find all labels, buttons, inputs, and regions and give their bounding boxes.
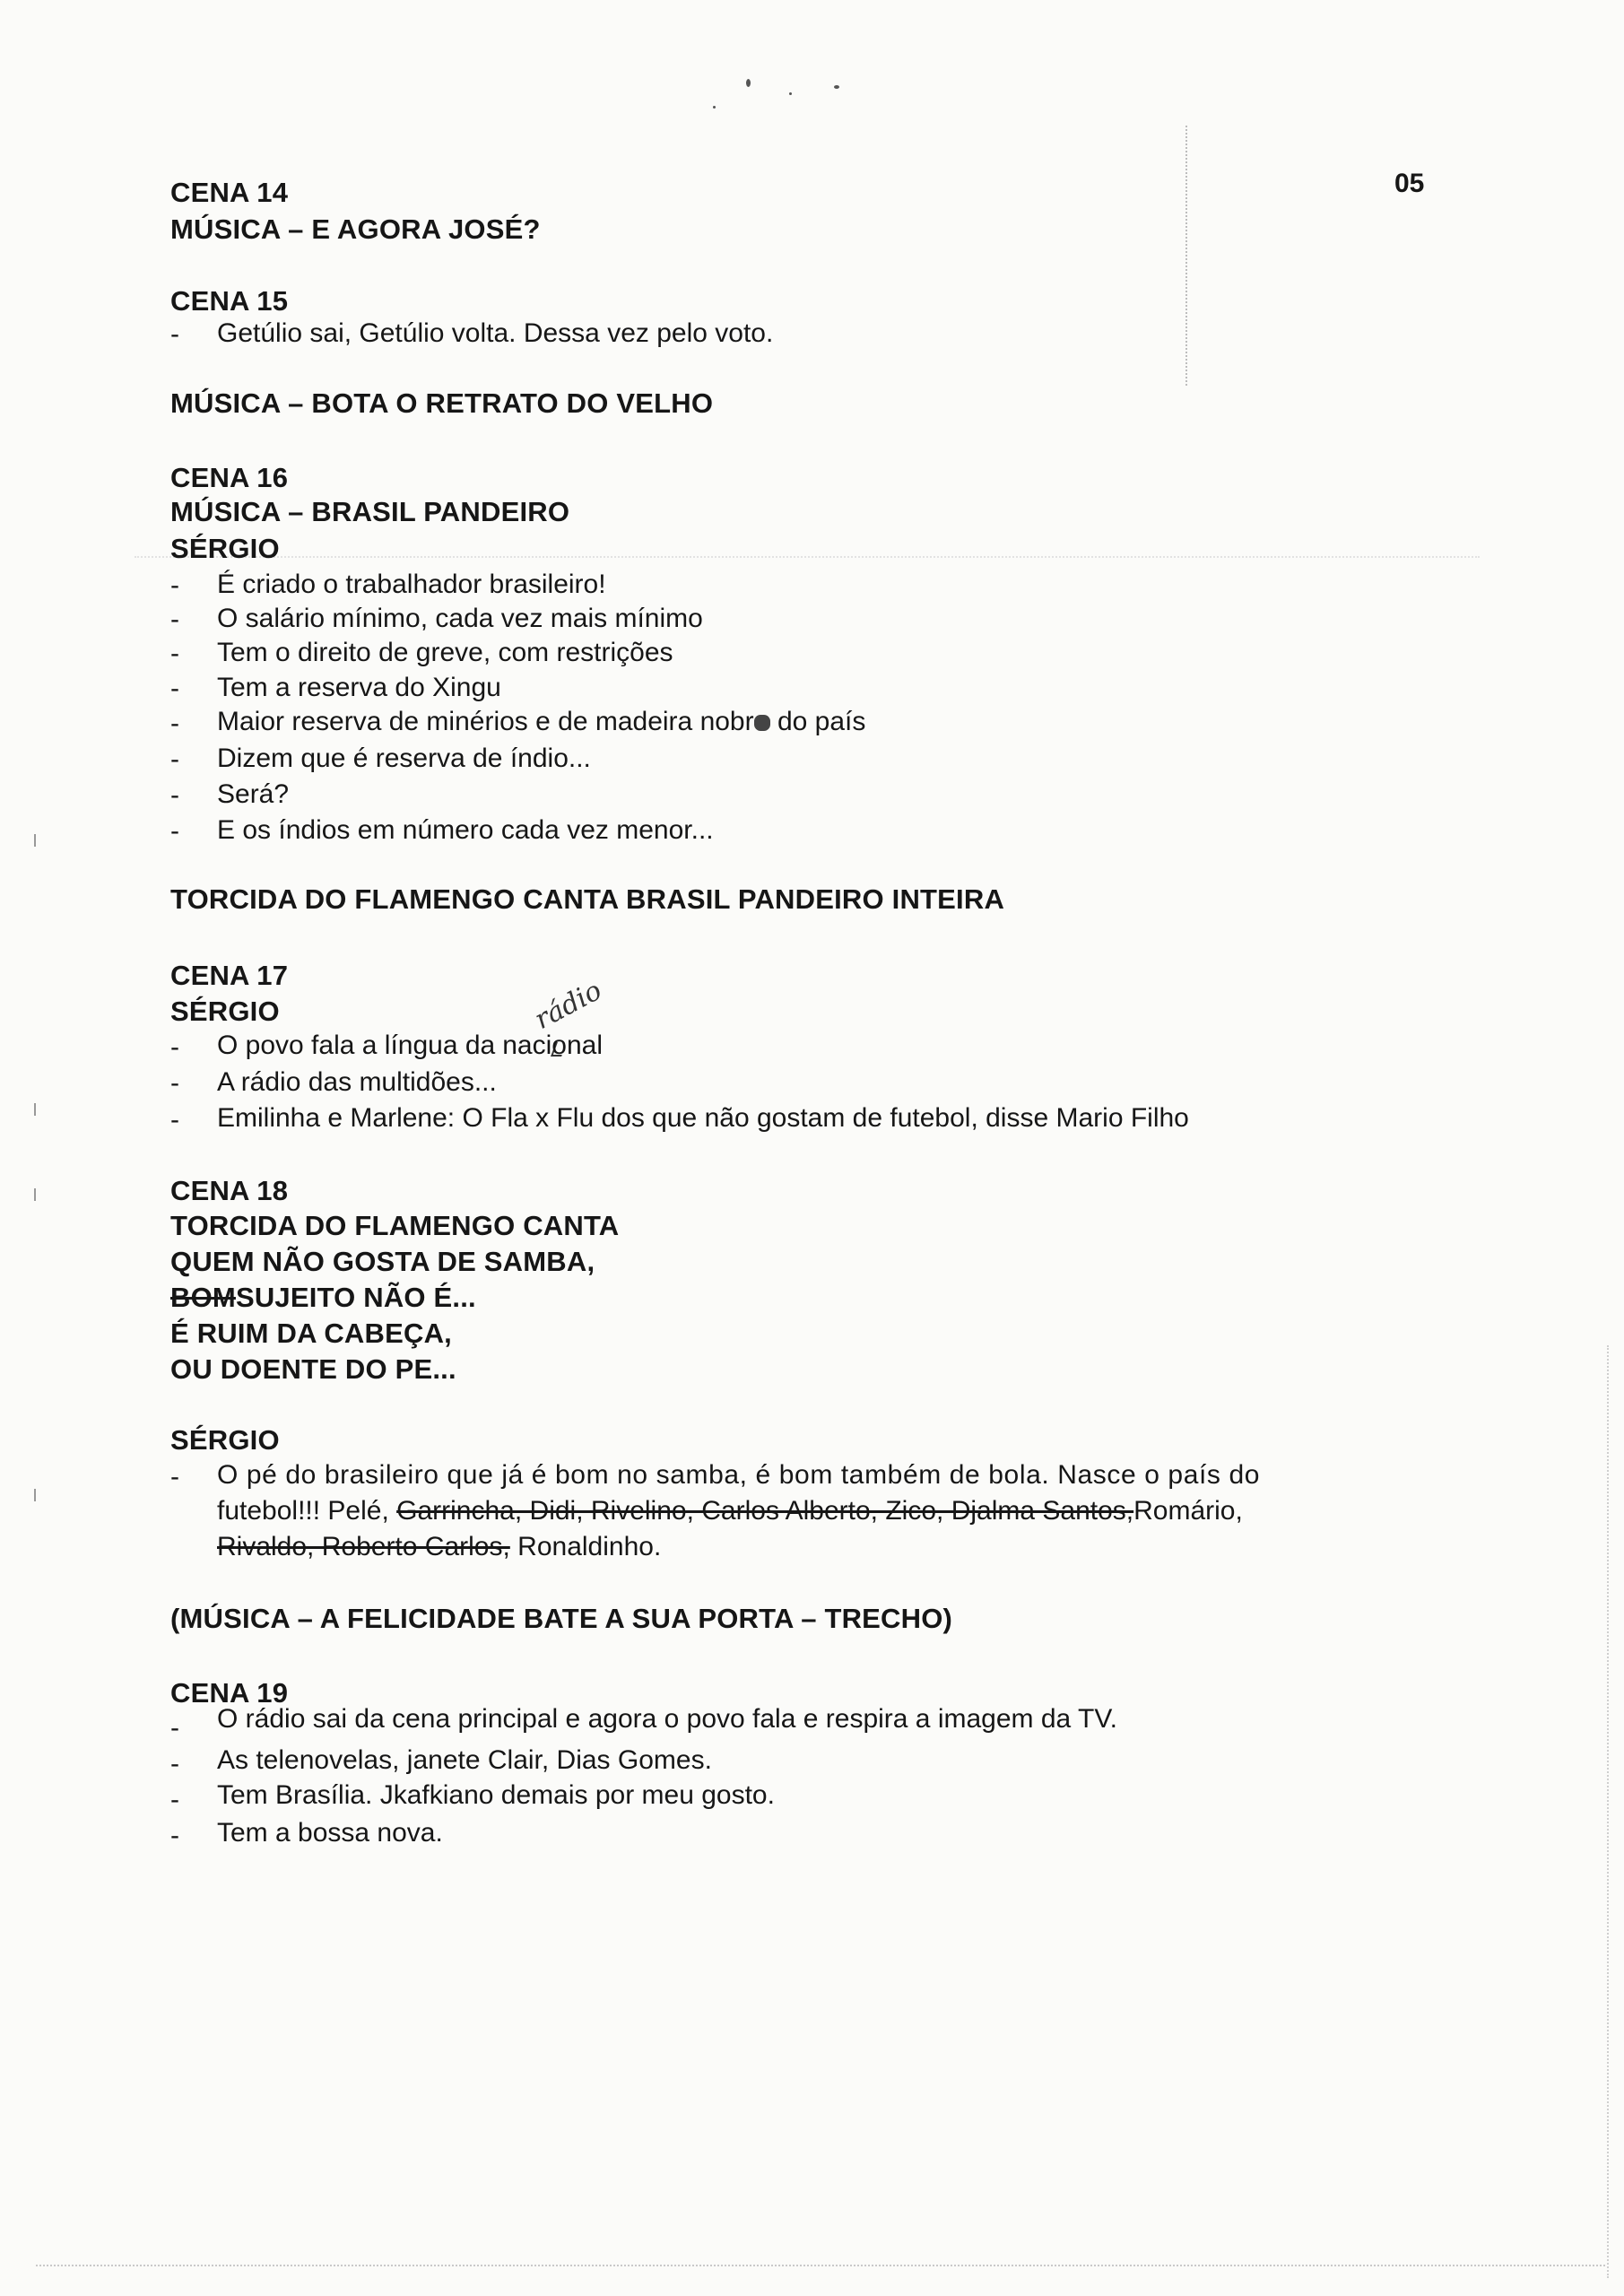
list-dash: - — [170, 570, 179, 600]
scene-heading: CENA 16 — [170, 462, 289, 493]
list-dash: - — [170, 639, 179, 668]
scan-bottom-line — [36, 2265, 1605, 2266]
scene-heading: CENA 19 — [170, 1677, 289, 1709]
page-number: 05 — [1394, 169, 1425, 198]
script-line-part: nacional — [502, 1031, 603, 1060]
margin-tick — [34, 1188, 36, 1201]
script-line: O salário mínimo, cada vez mais mínimo — [217, 604, 703, 633]
script-line: As telenovelas, janete Clair, Dias Gomes. — [217, 1745, 712, 1775]
script-line: Tem Brasília. Jkafkiano demais por meu gosto. — [217, 1780, 775, 1810]
list-dash: - — [170, 744, 179, 774]
script-line: Tem o direito de greve, com restrições — [217, 638, 673, 667]
list-dash: - — [170, 1462, 179, 1492]
script-line — [217, 1496, 1243, 1526]
list-dash: - — [170, 1749, 179, 1779]
list-dash: - — [170, 1068, 179, 1098]
script-line: E os índios em número cada vez menor... — [217, 815, 714, 845]
list-dash: - — [170, 1032, 179, 1062]
script-line: Emilinha e Marlene: O Fla x Flu dos que não gostam de futebol, disse Mario Filho — [217, 1103, 1189, 1133]
script-line-part: futebol!!! Pelé, — [217, 1496, 389, 1526]
lyric-line — [170, 1282, 476, 1314]
script-line: Getúlio sai, Getúlio volta. Dessa vez pelo voto. — [217, 318, 774, 348]
script-line: O rádio sai da cena principal e agora o povo fala e respira a imagem da TV. — [217, 1704, 1117, 1734]
script-line: A rádio das multidões... — [217, 1067, 497, 1097]
scan-margin-line — [1185, 126, 1187, 386]
scene-heading: CENA 15 — [170, 285, 289, 317]
list-dash: - — [170, 709, 179, 738]
list-dash: - — [170, 1821, 179, 1850]
margin-tick — [34, 1489, 36, 1501]
lyric-line-part: SUJEITO NÃO É... — [235, 1282, 476, 1313]
script-line — [217, 1532, 661, 1562]
music-heading: MÚSICA – BRASIL PANDEIRO — [170, 496, 570, 527]
script-line: Será? — [217, 779, 290, 809]
script-line: Tem a bossa nova. — [217, 1818, 443, 1848]
script-line-part: Ronaldinho. — [517, 1532, 662, 1561]
script-line: Dizem que é reserva de índio... — [217, 744, 591, 773]
script-line — [217, 1031, 603, 1061]
list-dash: - — [170, 674, 179, 703]
stage-direction: TORCIDA DO FLAMENGO CANTA BRASIL PANDEIRO INTEIRA — [170, 883, 1005, 915]
list-dash: - — [170, 816, 179, 846]
struck-names: Rivaldo, Roberto Carlos, — [217, 1532, 510, 1561]
script-line-part: Maior reserva de minérios e de madeira nobr — [217, 707, 754, 736]
character-name: SÉRGIO — [170, 996, 280, 1027]
scan-right-edge — [1607, 1345, 1609, 2278]
music-heading: (MÚSICA – A FELICIDADE BATE A SUA PORTA – TRECHO) — [170, 1603, 953, 1634]
script-line-part: Romário, — [1133, 1496, 1243, 1526]
list-dash: - — [170, 604, 179, 634]
struck-names: Garrincha, Didi, Rivelino, Carlos Alberto, Zico, Djalma Santos, — [396, 1496, 1134, 1526]
script-line: É criado o trabalhador brasileiro! — [217, 570, 606, 599]
script-line: O pé do brasileiro que já é bom no samba, é bom também de bola. Nasce o país do — [217, 1460, 1261, 1490]
music-heading: MÚSICA – E AGORA JOSÉ? — [170, 213, 541, 245]
scan-speck — [713, 106, 716, 109]
scan-dotted-row — [135, 556, 1480, 558]
script-line — [217, 707, 865, 737]
script-line-part: do país — [777, 707, 866, 736]
list-dash: - — [170, 780, 179, 810]
list-dash: - — [170, 1785, 179, 1814]
scene-heading: CENA 17 — [170, 960, 289, 991]
lyric-line: QUEM NÃO GOSTA DE SAMBA, — [170, 1246, 595, 1277]
list-dash: - — [170, 1713, 179, 1743]
scene-heading: CENA 18 — [170, 1175, 289, 1206]
script-line: Tem a reserva do Xingu — [217, 673, 501, 702]
lyric-line: OU DOENTE DO PE... — [170, 1353, 456, 1385]
lyric-line: É RUIM DA CABEÇA, — [170, 1318, 452, 1349]
scan-speck — [746, 79, 751, 87]
scan-speck — [789, 92, 792, 95]
character-name: SÉRGIO — [170, 533, 280, 564]
character-name: SÉRGIO — [170, 1424, 280, 1456]
scene-heading: CENA 14 — [170, 177, 289, 208]
scan-speck — [834, 85, 839, 89]
margin-tick — [34, 1103, 36, 1116]
margin-tick — [34, 834, 36, 847]
lyric-line: TORCIDA DO FLAMENGO CANTA — [170, 1210, 620, 1241]
ink-blot — [754, 715, 770, 731]
handwritten-annotation: rádio — [529, 974, 607, 1036]
list-dash: - — [170, 1105, 179, 1135]
script-line-part: O povo fala a língua da — [217, 1031, 496, 1060]
music-heading: MÚSICA – BOTA O RETRATO DO VELHO — [170, 387, 714, 419]
struck-word: BOM — [170, 1282, 236, 1313]
list-dash: - — [170, 319, 179, 349]
